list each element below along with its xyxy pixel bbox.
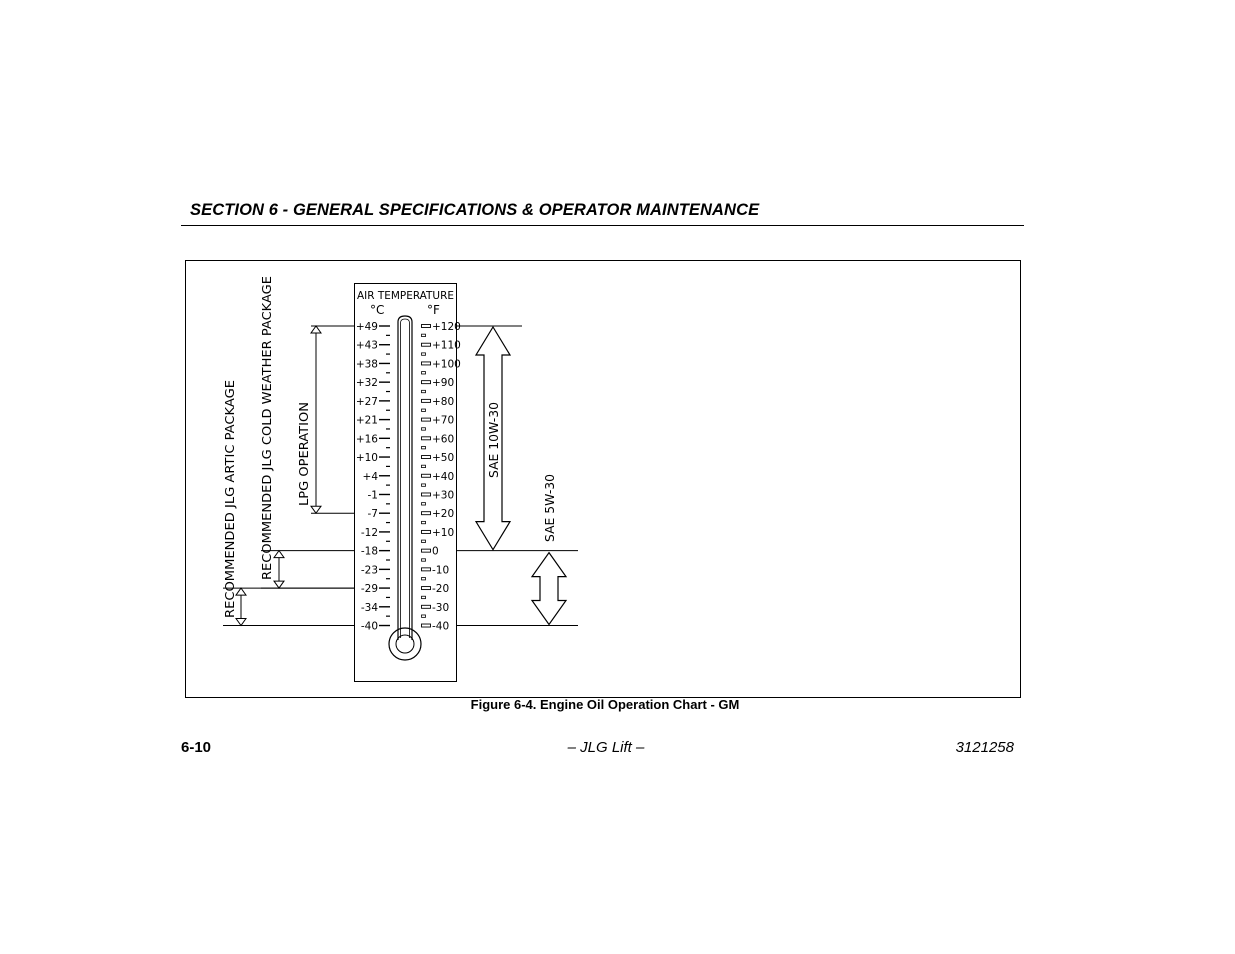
fahrenheit-minor-tick xyxy=(422,428,426,430)
celsius-tick-label: -18 xyxy=(360,545,378,558)
fahrenheit-minor-tick xyxy=(422,540,426,542)
fahrenheit-minor-tick xyxy=(422,372,426,374)
celsius-tick-label: -1 xyxy=(367,489,378,502)
fahrenheit-minor-tick xyxy=(422,353,426,355)
fahrenheit-tick-label: +60 xyxy=(432,433,455,446)
fahrenheit-minor-tick xyxy=(422,446,426,448)
fahrenheit-minor-tick xyxy=(422,615,426,617)
fahrenheit-tick xyxy=(422,399,431,402)
fahrenheit-tick xyxy=(422,512,431,515)
celsius-tick-label: +16 xyxy=(355,433,378,446)
fahrenheit-tick-label: +100 xyxy=(432,358,461,371)
fahrenheit-tick xyxy=(422,418,431,421)
fahrenheit-tick-label: +20 xyxy=(432,508,455,521)
fahrenheit-tick-label: -10 xyxy=(432,564,450,577)
section-title: SECTION 6 - GENERAL SPECIFICATIONS & OPERATOR MAINTENANCE xyxy=(190,201,760,219)
cold-weather-range-arrow-down xyxy=(274,581,284,588)
fahrenheit-tick xyxy=(422,437,431,440)
artic-range-arrow-down xyxy=(236,619,246,626)
celsius-tick-label: -40 xyxy=(360,620,378,633)
celsius-tick-label: +21 xyxy=(355,414,378,427)
thermometer-bulb-inner xyxy=(396,635,414,653)
fahrenheit-tick-label: +70 xyxy=(432,414,455,427)
artic-package-label: RECOMMENDED JLG ARTIC PACKAGE xyxy=(222,390,237,618)
fahrenheit-tick-label: +110 xyxy=(432,339,461,352)
fahrenheit-tick-label: +50 xyxy=(432,452,455,465)
fahrenheit-tick-label: +30 xyxy=(432,489,455,502)
fahrenheit-minor-tick xyxy=(422,596,426,598)
fahrenheit-tick-label: 0 xyxy=(432,545,439,558)
celsius-tick-label: -29 xyxy=(360,583,378,596)
fahrenheit-tick-label: +80 xyxy=(432,395,455,408)
thermometer-bulb xyxy=(389,628,421,660)
fahrenheit-minor-tick xyxy=(422,578,426,580)
page-number: 6-10 xyxy=(181,739,212,756)
celsius-tick-label: +38 xyxy=(355,358,378,371)
fahrenheit-tick xyxy=(422,568,431,571)
fahrenheit-tick xyxy=(422,549,431,552)
footer-brand: – JLG Lift – xyxy=(567,739,645,756)
artic-range-arrow-up xyxy=(236,588,246,595)
fahrenheit-tick xyxy=(422,605,431,608)
celsius-tick-label: -7 xyxy=(367,508,378,521)
celsius-tick-label: +43 xyxy=(355,339,378,352)
thermometer-title: AIR TEMPERATURE xyxy=(357,290,454,302)
sae-10w30-label: SAE 10W-30 xyxy=(487,404,501,478)
fahrenheit-tick-label: +40 xyxy=(432,470,455,483)
fahrenheit-tick-label: -20 xyxy=(432,583,450,596)
celsius-tick-label: +49 xyxy=(355,321,378,333)
fahrenheit-tick-label: +90 xyxy=(432,377,455,390)
celsius-unit: °C xyxy=(370,303,385,317)
fahrenheit-tick xyxy=(422,456,431,459)
celsius-tick-label: +32 xyxy=(355,377,378,390)
celsius-tick-label: -23 xyxy=(360,564,378,577)
fahrenheit-tick xyxy=(422,624,431,627)
fahrenheit-minor-tick xyxy=(422,521,426,523)
lpg-range-arrow-down xyxy=(311,506,321,513)
figure-caption: Figure 6-4. Engine Oil Operation Chart - GM xyxy=(470,697,740,712)
celsius-tick-label: -34 xyxy=(360,601,378,614)
fahrenheit-tick xyxy=(422,362,431,365)
cold-weather-range-arrow-up xyxy=(274,551,284,558)
fahrenheit-tick xyxy=(422,325,431,328)
fahrenheit-unit: °F xyxy=(427,303,440,317)
document-number: 3121258 xyxy=(955,739,1014,756)
fahrenheit-tick xyxy=(422,587,431,590)
sae-5w30-arrow xyxy=(532,553,566,625)
fahrenheit-tick xyxy=(422,474,431,477)
fahrenheit-tick xyxy=(422,343,431,346)
fahrenheit-minor-tick xyxy=(422,390,426,392)
fahrenheit-minor-tick xyxy=(422,409,426,411)
fahrenheit-tick-label: -40 xyxy=(432,620,450,633)
cold-weather-package-label: RECOMMENDED JLG COLD WEATHER PACKAGE xyxy=(259,288,274,580)
celsius-tick-label: -12 xyxy=(360,526,378,539)
lpg-range-arrow-up xyxy=(311,326,321,333)
fahrenheit-tick xyxy=(422,493,431,496)
fahrenheit-minor-tick xyxy=(422,559,426,561)
lpg-operation-label: LPG OPERATION xyxy=(296,406,311,506)
fahrenheit-tick-label: +120 xyxy=(432,321,461,333)
fahrenheit-tick xyxy=(422,381,431,384)
fahrenheit-tick xyxy=(422,530,431,533)
fahrenheit-tick-label: +10 xyxy=(432,526,455,539)
fahrenheit-tick-label: -30 xyxy=(432,601,450,614)
celsius-tick-label: +10 xyxy=(355,452,378,465)
celsius-tick-label: +27 xyxy=(355,395,378,408)
thermometer-tube-inner xyxy=(401,319,410,638)
sae-5w30-label: SAE 5W-30 xyxy=(543,475,557,542)
fahrenheit-minor-tick xyxy=(422,465,426,467)
fahrenheit-minor-tick xyxy=(422,334,426,336)
celsius-tick-label: +4 xyxy=(362,470,378,483)
fahrenheit-minor-tick xyxy=(422,503,426,505)
fahrenheit-minor-tick xyxy=(422,484,426,486)
